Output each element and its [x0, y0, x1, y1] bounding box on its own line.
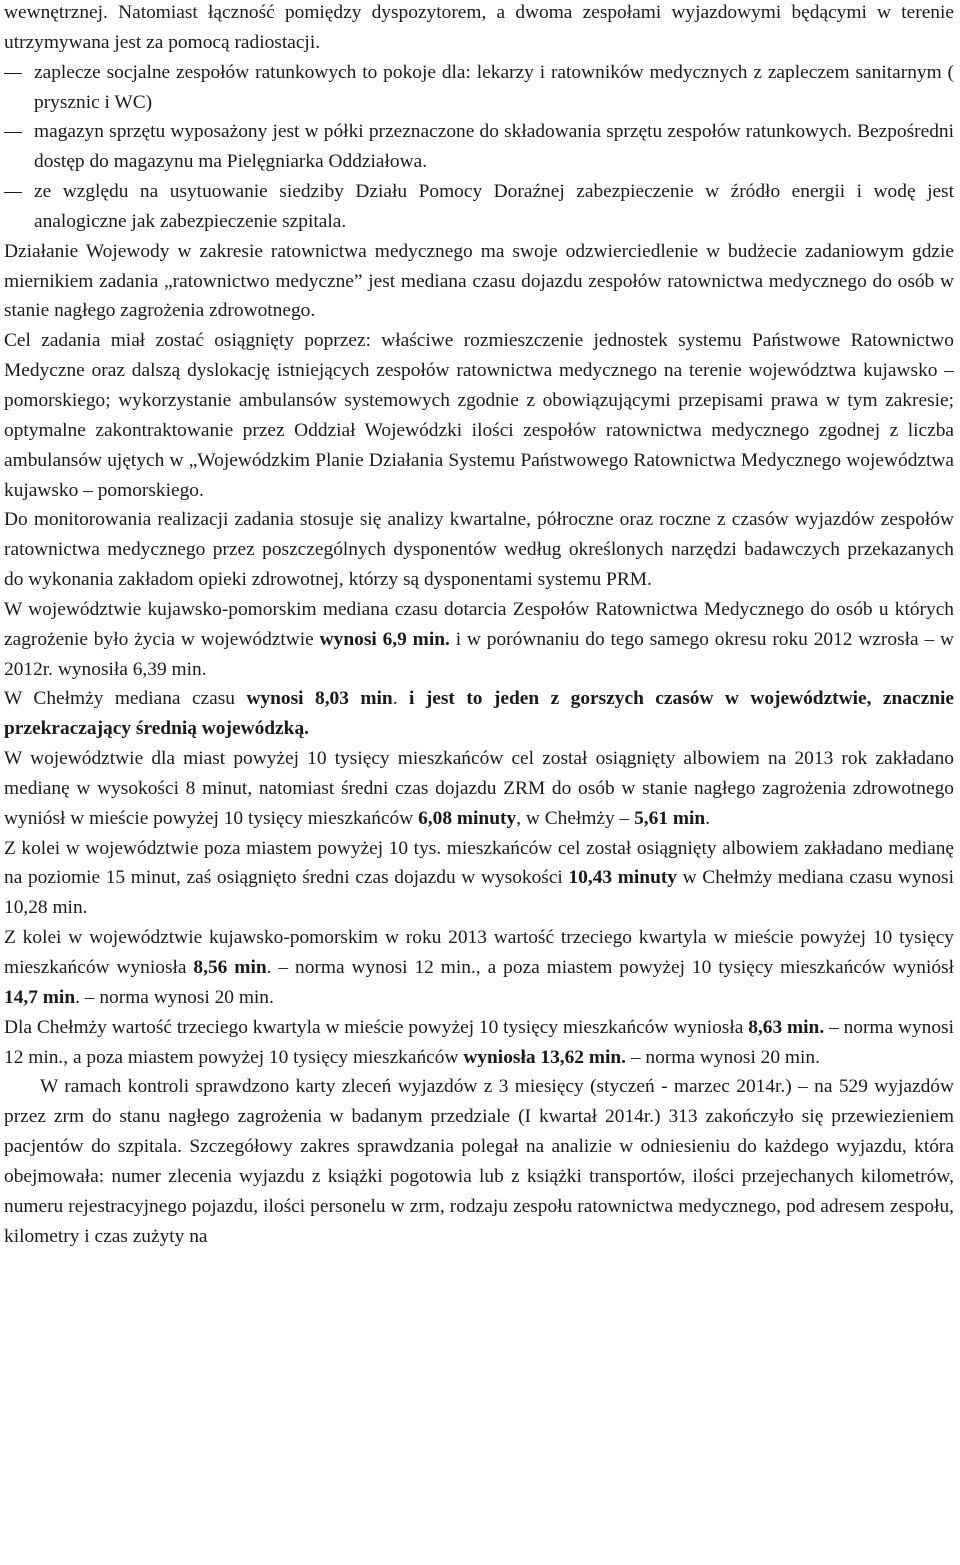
paragraph-median-chelmza: W Chełmży mediana czasu wynosi 8,03 min. i jest to jeden z gorszych czasów w województwie, znacznie przekraczający średnią wojewódzką.: [4, 688, 954, 740]
city-time-value: 6,08 minuty: [418, 807, 517, 829]
dash-bullet-icon: [4, 132, 22, 133]
list-item-text: ze względu na usytuowanie siedziby Działu Pomocy Doraźnej zabezpieczenie w źródło energii i wodę jest analogiczne jak zabezpieczenie szpitala.: [34, 181, 954, 232]
chelmza-city-time-value: 5,61 min: [634, 807, 706, 829]
list-item-text: magazyn sprzętu wyposażony jest w półki przeznaczone do składowania sprzętu zespołów ratunkowych. Bezpośredni dostęp do magazynu ma Pielęgniarka Oddziałowa.: [34, 121, 954, 173]
paragraph-intro: wewnętrznej. Natomiast łączność pomiędzy dyspozytorem, a dwoma zespołami wyjazdowymi będącymi w terenie utrzymywana jest za pomocą radiostacji.: [4, 2, 954, 53]
paragraph-budget: Działanie Wojewody w zakresie ratownictwa medycznego ma swoje odzwierciedlenie w budżecie zadaniowym gdzie miernikiem zadania „ratownictwo medyczne” jest mediana czasu dojazdu zespołów ratownictwa medycznego do osób w stanie nagłego zagrożenia zdrowotnego.: [4, 240, 954, 322]
paragraph-goal: Cel zadania miał zostać osiągnięty poprzez: właściwe rozmieszczenie jednostek systemu Państwowe Ratownictwo Medyczne oraz dalszą dyslokację istniejących zespołów ratownictwa medycznego na terenie województwa kujawsko – pomorskiego; wykorzystanie ambulansów systemowych zgodnie z obowiązującymi przepisami prawa w tym zakresie; optymalne zakontraktowanie przez Oddział Wojewódzki ilości zespołów ratownictwa medycznego zgodnej z liczba ambulansów ujętych w „Wojewódzkim Planie Działania Systemu Państwowego Ratownictwa Medycznego województwa kujawsko – pomorskiego.: [4, 330, 954, 501]
chelmza-quartile-city-value: 8,63 min.: [748, 1016, 825, 1038]
outside-time-value: 10,43 minuty: [568, 867, 677, 889]
quartile-city-value: 8,56 min: [193, 957, 267, 978]
quartile-outside-value: 14,7 min: [4, 986, 76, 1008]
list-item-social-facilities: [4, 58, 954, 118]
dash-bullet-icon: [4, 73, 22, 74]
list-item-storage: [4, 117, 954, 177]
paragraph-monitoring: Do monitorowania realizacji zadania stosuje się analizy kwartalne, półroczne oraz roczne z czasów wyjazdów zespołów ratownictwa medycznego przez poszczególnych dysponentów według określonych narzędzi badawczych przekazanych do wykonania zakładom opieki zdrowotnej, którzy są dysponentami systemu PRM.: [4, 509, 954, 591]
paragraph-cities: W województwie dla miast powyżej 10 tysięcy mieszkańców cel został osiągnięty albowiem na 2013 rok zakładano medianę w wysokości 8 minut, natomiast średni czas dojazdu ZRM do osób w stanie nagłego zagrożenia zdrowotnego wyniósł w mieście powyżej 10 tysięcy mieszkańców 6,08 minuty, w Chełmży – 5,61 min.: [4, 748, 954, 829]
paragraph-quartile-chelmza: Dla Chełmży wartość trzeciego kwartyla w mieście powyżej 10 tysięcy mieszkańców wyniosła 8,63 min. – norma wynosi 12 min., a poza miastem powyżej 10 tysięcy mieszkańców wyniosła 13,62 min. – norma wynosi 20 min.: [4, 1016, 954, 1068]
median-region-value: wynosi 6,9 min.: [319, 628, 450, 650]
median-chelmza-value: wynosi 8,03 min: [246, 688, 393, 710]
list-item-text: zaplecze socjalne zespołów ratunkowych to pokoje dla: lekarzy i ratowników medycznych z zapleczem sanitarnym ( prysznic i WC): [34, 61, 954, 113]
paragraph-median-region: W województwie kujawsko-pomorskim mediana czasu dotarcia Zespołów Ratownictwa Medycznego do osób u których zagrożenie było życia w województwie wynosi 6,9 min. i w porównaniu do tego samego okresu roku 2012 wzrosła – w 2012r. wynosiła 6,39 min.: [4, 598, 955, 680]
document-page: [4, 0, 954, 1251]
paragraph-outside-cities: Z kolei w województwie poza miastem powyżej 10 tys. mieszkańców cel został osiągnięty albowiem zakładano medianę na poziomie 15 minut, zaś osiągnięto średni czas dojazdu w wysokości 10,43 minuty w Chełmży mediana czasu wynosi 10,28 min.: [4, 837, 954, 919]
dash-bullet-icon: [4, 192, 22, 193]
list-item-energy: [4, 177, 954, 237]
paragraph-quartile-region: Z kolei w województwie kujawsko-pomorskim w roku 2013 wartość trzeciego kwartyla w mieście powyżej 10 tysięcy mieszkańców wyniosła 8,56 min. – norma wynosi 12 min., a poza miastem powyżej 10 tysięcy mieszkańców wyniósł 14,7 min. – norma wynosi 20 min.: [4, 927, 954, 1008]
chelmza-quartile-outside-value: wyniosła 13,62 min.: [463, 1046, 627, 1068]
median-chelmza-note: i jest to jeden z gorszych czasów w województwie, znacznie przekraczający średnią wojewódzką.: [4, 688, 954, 740]
paragraph-control: W ramach kontroli sprawdzono karty zleceń wyjazdów z 3 miesięcy (styczeń - marzec 2014r.) – na 529 wyjazdów przez zrm do stanu nagłego zagrożenia w badanym przedziale (I kwartał 2014r.) 313 zakończyło się przewiezieniem pacjentów do szpitala. Szczegółowy zakres sprawdzania polegał na analizie w odniesieniu do każdego wyjazdu, która obejmowała: numer zlecenia wyjazdu z książki pogotowia lub z książki transportów, ilości przejechanych kilometrów, numeru rejestracyjnego pojazdu, ilości personelu w zrm, rodzaju zespołu ratownictwa medycznego, pod adresem zespołu, kilometry i czas zużyty na: [4, 1076, 954, 1247]
